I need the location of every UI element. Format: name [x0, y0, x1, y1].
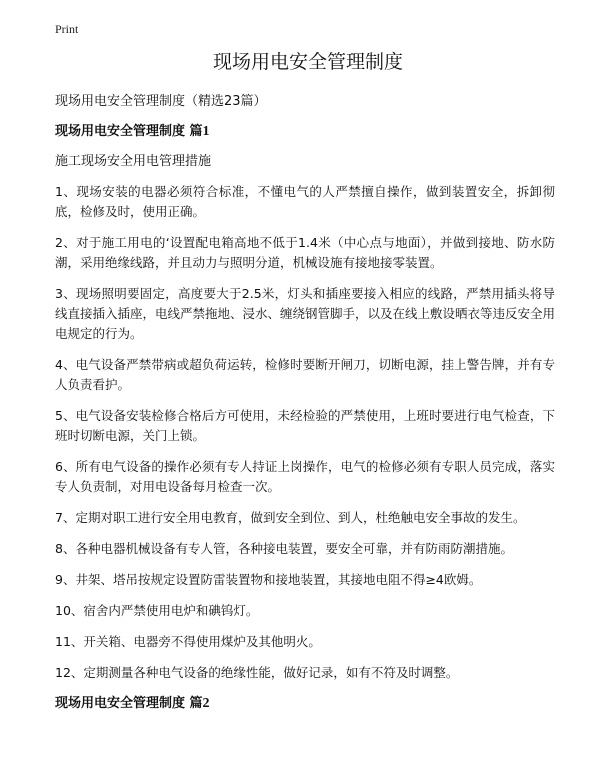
section-heading-1 — [55, 122, 555, 142]
list-item: 1、现场安装的电器必须符合标准，不懂电气的人严禁擅自操作，做到装置安全，拆卸彻底，检修及时，使用正确。 — [55, 184, 555, 219]
section-heading-number: 1 — [202, 124, 210, 139]
section-heading-2 — [55, 694, 555, 714]
list-item: 6、所有电气设备的操作必须有专人持证上岗操作，电气的检修必须有专职人员完成，落实专人负责制，对用电设备每月检查一次。 — [55, 459, 555, 494]
measures-list — [55, 182, 555, 683]
list-item: 7、定期对职工进行安全用电教育，做到安全到位、到人，杜绝触电安全事故的发生。 — [55, 510, 526, 525]
list-item: 10、宿舍内严禁使用电炉和碘钨灯。 — [55, 603, 259, 618]
section-heading-text: 现场用电安全管理制度 篇 — [55, 696, 203, 711]
measures-title: 施工现场安全用电管理措施 — [55, 154, 212, 169]
document-page — [55, 50, 555, 724]
section-heading-text: 现场用电安全管理制度 篇 — [55, 124, 203, 139]
list-item: 4、电气设备严禁带病或超负荷运转，检修时要断开闸刀，切断电源，挂上警告牌，并有专人负责看护。 — [55, 357, 555, 392]
list-item: 3、现场照明要固定，高度要大于2.5米，灯头和插座要接入相应的线路，严禁用插头将导线直接插入插座，电线严禁拖地、浸水、缠绕钢管脚手，以及在线上敷设晒衣等违反安全用电规定的行为。 — [55, 286, 556, 341]
list-item: 9、井架、塔吊按规定设置防雷装置物和接地装置，其接地电阻不得≥4欧姆。 — [55, 572, 482, 587]
list-item: 8、各种电器机械设备有专人管，各种接电装置，要安全可靠，并有防雨防潮措施。 — [55, 541, 513, 556]
print-link[interactable]: Print — [55, 22, 79, 36]
list-item: 5、电气设备安装检修合格后方可使用，未经检验的严禁使用，上班时要进行电气检查，下班时切断电源，关门上锁。 — [55, 408, 555, 443]
page-title: 现场用电安全管理制度 — [212, 51, 403, 73]
list-item: 2、对于施工用电的‘设置配电箱高地不低于1.4米（中心点与地面），并做到接地、防水防潮，采用绝缘线路，并且动力与照明分道，机械设施有接地接零装置。 — [55, 235, 555, 270]
section-heading-number: 2 — [202, 696, 210, 711]
document-subtitle: 现场用电安全管理制度（精选23篇） — [55, 94, 267, 109]
list-item: 12、定期测量各种电气设备的绝缘性能，做好记录，如有不符及时调整。 — [55, 665, 459, 680]
list-item: 11、开关箱、电器旁不得使用煤炉及其他明火。 — [55, 634, 321, 649]
